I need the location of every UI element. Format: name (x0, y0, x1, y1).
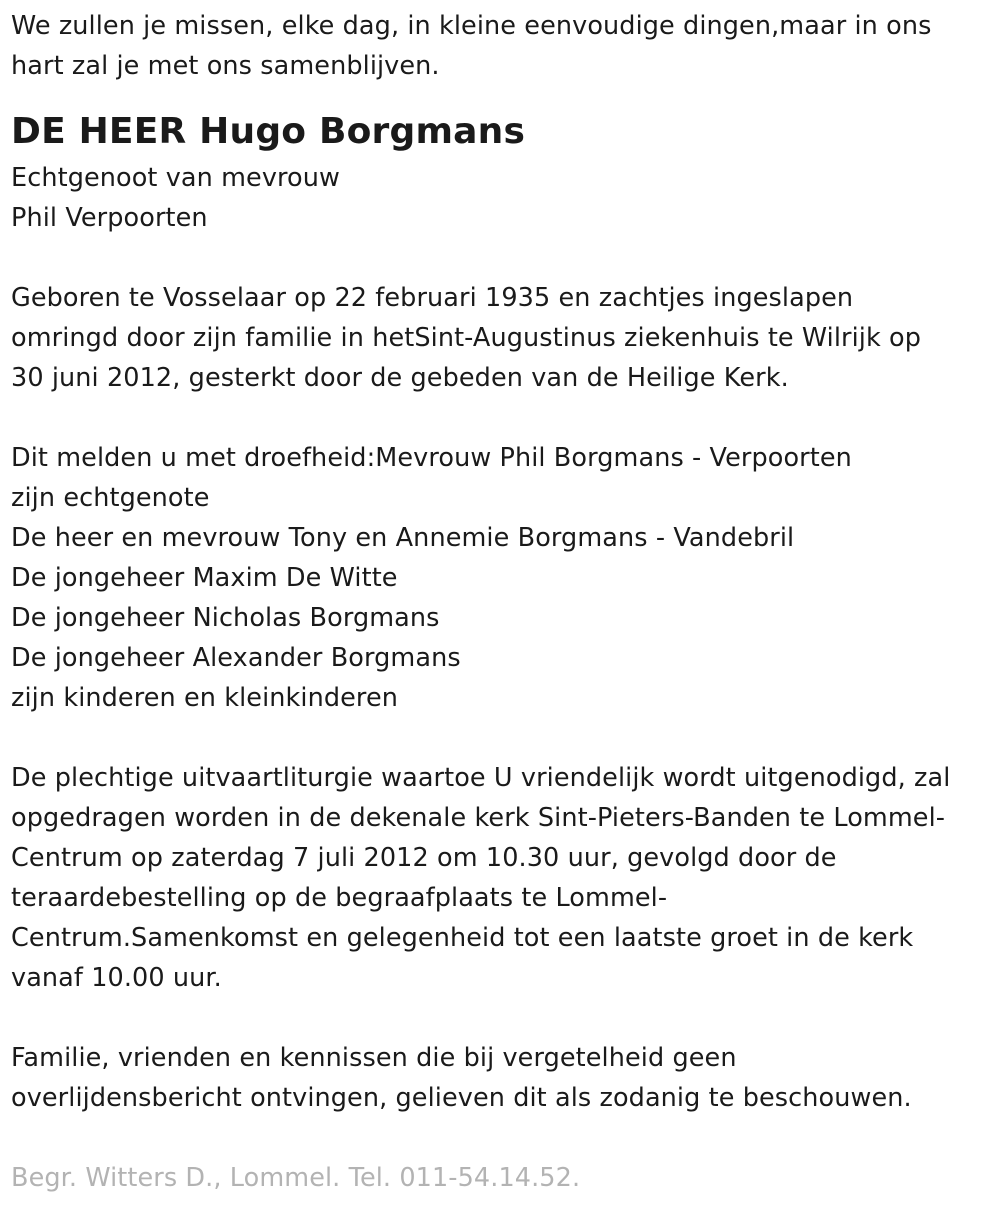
intro-text (11, 0, 990, 86)
funeral-director-footer: Begr. Witters D., Lommel. Tel. 011-54.14.52. (11, 1163, 581, 1193)
paragraph-line: omringd door zijn familie in hetSint-Augustinus ziekenhuis te Wilrijk op (11, 323, 922, 353)
paragraph-line: Centrum op zaterdag 7 juli 2012 om 10.30 uur, gevolgd door de (11, 843, 837, 873)
relation-block (11, 158, 990, 238)
intro-line: We zullen je missen, elke dag, in kleine eenvoudige dingen,maar in ons (11, 11, 932, 41)
family-line: zijn kinderen en kleinkinderen (11, 683, 398, 713)
paragraph-line: Centrum.Samenkomst en gelegenheid tot een laatste groet in de kerk (11, 923, 914, 953)
paragraph-line: overlijdensbericht ontvingen, gelieven dit als zodanig te beschouwen. (11, 1083, 912, 1113)
family-line: De heer en mevrouw Tony en Annemie Borgmans - Vandebril (11, 523, 795, 553)
funeral-paragraph (11, 758, 990, 998)
family-line: De jongeheer Maxim De Witte (11, 563, 398, 593)
family-line: Dit melden u met droefheid:Mevrouw Phil Borgmans - Verpoorten (11, 443, 852, 473)
paragraph-line: opgedragen worden in de dekenale kerk Sint-Pieters-Banden te Lommel- (11, 803, 946, 833)
paragraph-spacer (11, 238, 990, 278)
paragraph-line: vanaf 10.00 uur. (11, 963, 222, 993)
family-line: De jongeheer Nicholas Borgmans (11, 603, 440, 633)
paragraph-line: 30 juni 2012, gesterkt door de gebeden van de Heilige Kerk. (11, 363, 789, 393)
paragraph-spacer (11, 1118, 990, 1158)
paragraph-spacer (11, 398, 990, 438)
paragraph-line: Geboren te Vosselaar op 22 februari 1935 en zachtjes ingeslapen (11, 283, 854, 313)
paragraph-spacer (11, 998, 990, 1038)
relation-line: Echtgenoot van mevrouw (11, 163, 340, 193)
notice-paragraph (11, 1038, 990, 1118)
paragraph-line: teraardebestelling op de begraafplaats te Lommel- (11, 883, 668, 913)
deceased-name: DE HEER Hugo Borgmans (11, 111, 526, 152)
family-list (11, 438, 990, 718)
intro-line: hart zal je met ons samenblijven. (11, 51, 440, 81)
relation-line: Phil Verpoorten (11, 203, 208, 233)
family-line: zijn echtgenote (11, 483, 210, 513)
paragraph-line: Familie, vrienden en kennissen die bij vergetelheid geen (11, 1043, 737, 1073)
paragraph-spacer (11, 718, 990, 758)
birth-death-paragraph (11, 278, 990, 398)
family-line: De jongeheer Alexander Borgmans (11, 643, 461, 673)
paragraph-line: De plechtige uitvaartliturgie waartoe U vriendelijk wordt uitgenodigd, zal (11, 763, 951, 793)
